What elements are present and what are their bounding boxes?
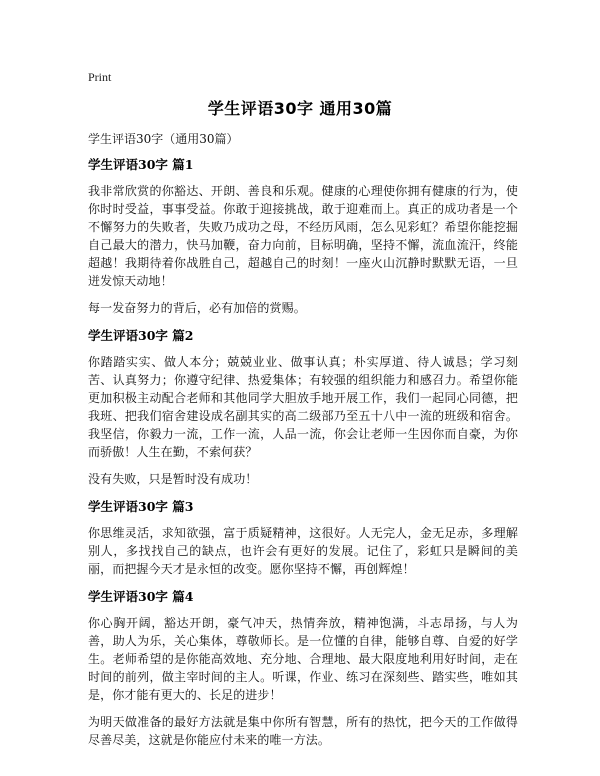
section-2-paragraph-1: 你踏踏实实、做人本分；兢兢业业、做事认真；朴实厚道、待人诚恳；学习刻苦、认真努力；你遵守纪律、热爱集体；有较强的组织能力和感召力。希望你能更加积极主动配合老师和其他同学大胆放手地开展工作，我们一起同心同德，把我班、把我们宿舍建设成名副其实的高二级部乃至五十八中一流的班级和宿舍。我坚信，你毅力一流，工作一流，人品一流，你会让老师一生因你而自豪，为你而骄傲！人生在勤，不索何获？ bbox=[88, 355, 518, 459]
section-4-paragraph-2: 为明天做准备的最好方法就是集中你所有智慧，所有的热忱，把今天的工作做得尽善尽美，这就是你能应付未来的唯一方法。 bbox=[88, 715, 518, 747]
section-4-paragraph-1: 你心胸开阔，豁达开朗，豪气冲天，热情奔放，精神饱满，斗志昂扬，与人为善，助人为乐，关心集体，尊敬师长。是一位懂的自律，能够自尊、自爱的好学生。老师希望的是你能高效地、充分地、合理地、最大限度地利用好时间，走在时间的前列，做主宰时间的主人。听课，作业、练习在深刻些、踏实些，唯如其是，你才能有更大的、长足的进步！ bbox=[88, 616, 518, 702]
section-2-paragraph-2: 没有失败，只是暂时没有成功！ bbox=[88, 472, 258, 486]
document-body bbox=[88, 131, 518, 758]
print-label[interactable]: Print bbox=[88, 70, 112, 84]
document-subtitle: 学生评语30字（通用30篇） bbox=[88, 132, 239, 146]
section-1-paragraph-1: 我非常欣赏的你豁达、开朗、善良和乐观。健康的心理使你拥有健康的行为，使你时时受益，事事受益。你敢于迎接挑战，敢于迎难而上。真正的成功者是一个不懈努力的失败者，失败乃成功之母，不经历风雨，怎么见彩虹？希望你能挖掘自己最大的潜力，快马加鞭，奋力向前，目标明确，坚持不懈，流血流汗，终能超越！我期待着你战胜自己，超越自己的时刻！一座火山沉静时默默无语，一旦迸发惊天动地！ bbox=[88, 184, 518, 288]
page-title: 学生评语30字 通用30篇 bbox=[207, 99, 393, 118]
section-heading-4: 学生评语30字 篇4 bbox=[88, 589, 194, 604]
section-heading-1: 学生评语30字 篇1 bbox=[88, 157, 194, 172]
section-1-paragraph-2: 每一发奋努力的背后，必有加倍的赏赐。 bbox=[88, 301, 306, 315]
section-heading-3: 学生评语30字 篇3 bbox=[88, 499, 194, 514]
section-3-paragraph-1: 你思维灵活，求知欲强，富于质疑精神，这很好。人无完人，金无足赤，多理解别人，多找找自己的缺点，也许会有更好的发展。记住了，彩虹只是瞬间的美丽，而把握今天才是永恒的改变。愿你坚持不懈，再创辉煌！ bbox=[88, 526, 518, 576]
section-heading-2: 学生评语30字 篇2 bbox=[88, 328, 194, 343]
